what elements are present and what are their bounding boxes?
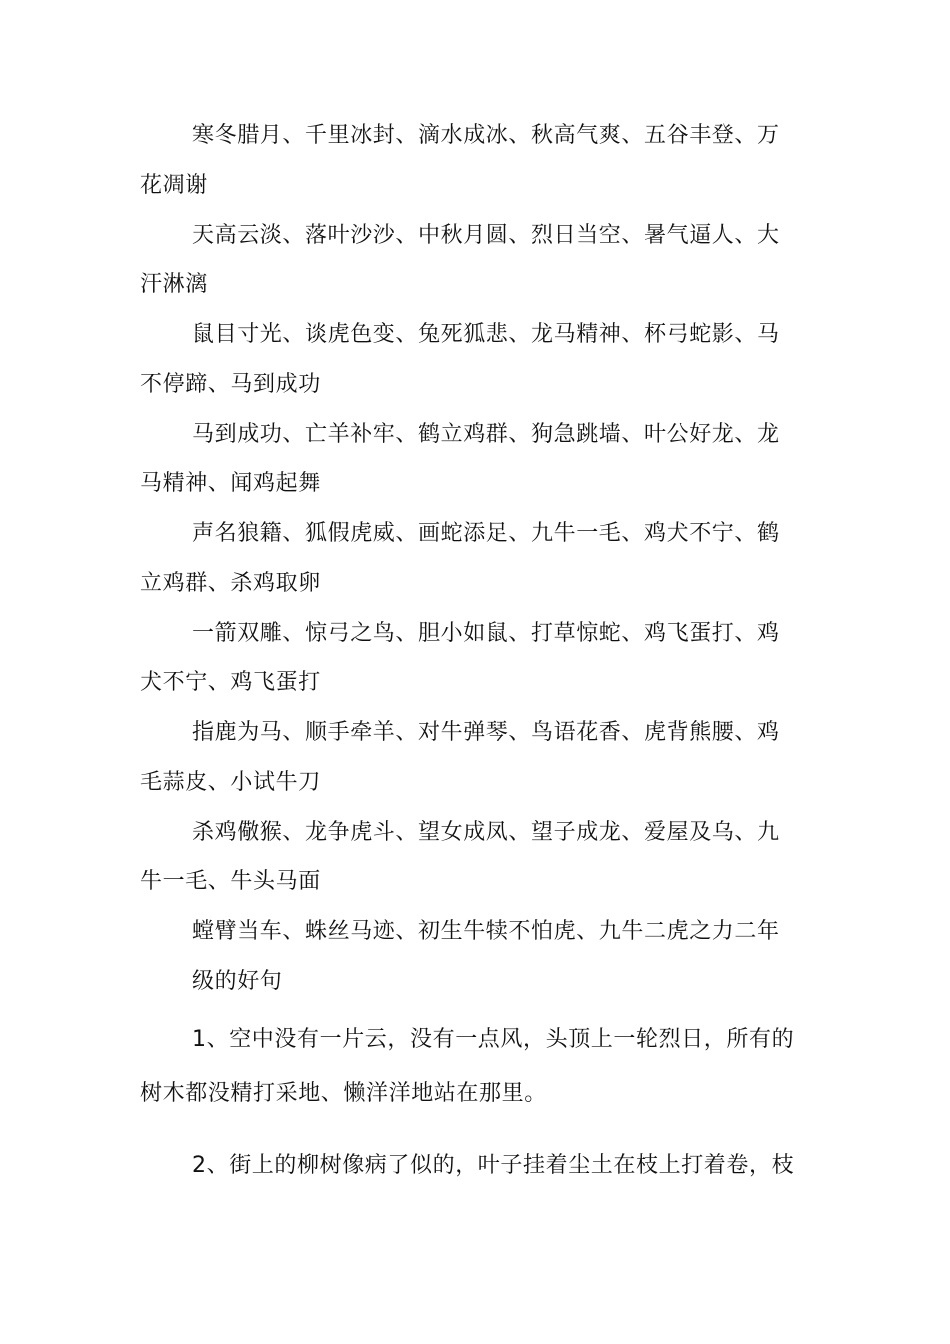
idiom-line: 声名狼籍、狐假虎威、画蛇添足、九牛一毛、鸡犬不宁、鹤 — [192, 521, 780, 546]
sentence-line: 1、空中没有一片云，没有一点风，头顶上一轮烈日，所有的 — [192, 1027, 795, 1052]
sentence-line: 2、街上的柳树像病了似的，叶子挂着尘土在枝上打着卷，枝 — [192, 1153, 795, 1178]
idiom-line: 螳臂当车、蛛丝马迹、初生牛犊不怕虎、九牛二虎之力二年 — [192, 919, 780, 944]
idiom-line: 毛蒜皮、小试牛刀 — [140, 770, 321, 795]
idiom-line: 立鸡群、杀鸡取卵 — [140, 571, 321, 596]
idiom-line: 鼠目寸光、谈虎色变、兔死狐悲、龙马精神、杯弓蛇影、马 — [192, 322, 780, 347]
idiom-line: 汗淋漓 — [140, 272, 208, 297]
idiom-line: 天高云淡、落叶沙沙、中秋月圆、烈日当空、暑气逼人、大 — [192, 223, 780, 248]
idiom-line: 寒冬腊月、千里冰封、滴水成冰、秋高气爽、五谷丰登、万 — [192, 123, 780, 148]
idiom-line: 一箭双雕、惊弓之鸟、胆小如鼠、打草惊蛇、鸡飞蛋打、鸡 — [192, 621, 780, 646]
idiom-line: 不停蹄、马到成功 — [140, 372, 321, 397]
idiom-line: 马精神、闻鸡起舞 — [140, 471, 321, 496]
idiom-line: 犬不宁、鸡飞蛋打 — [140, 670, 321, 695]
idiom-line: 马到成功、亡羊补牢、鹤立鸡群、狗急跳墙、叶公好龙、龙 — [192, 422, 780, 447]
idiom-line: 指鹿为马、顺手牵羊、对牛弹琴、鸟语花香、虎背熊腰、鸡 — [192, 720, 780, 745]
idiom-line: 杀鸡儆猴、龙争虎斗、望女成凤、望子成龙、爱屋及乌、九 — [192, 820, 780, 845]
idiom-line: 牛一毛、牛头马面 — [140, 869, 321, 894]
sentence-line: 树木都没精打采地、懒洋洋地站在那里。 — [140, 1081, 547, 1106]
idiom-line: 级的好句 — [192, 969, 283, 994]
idiom-line: 花凋谢 — [140, 173, 208, 198]
